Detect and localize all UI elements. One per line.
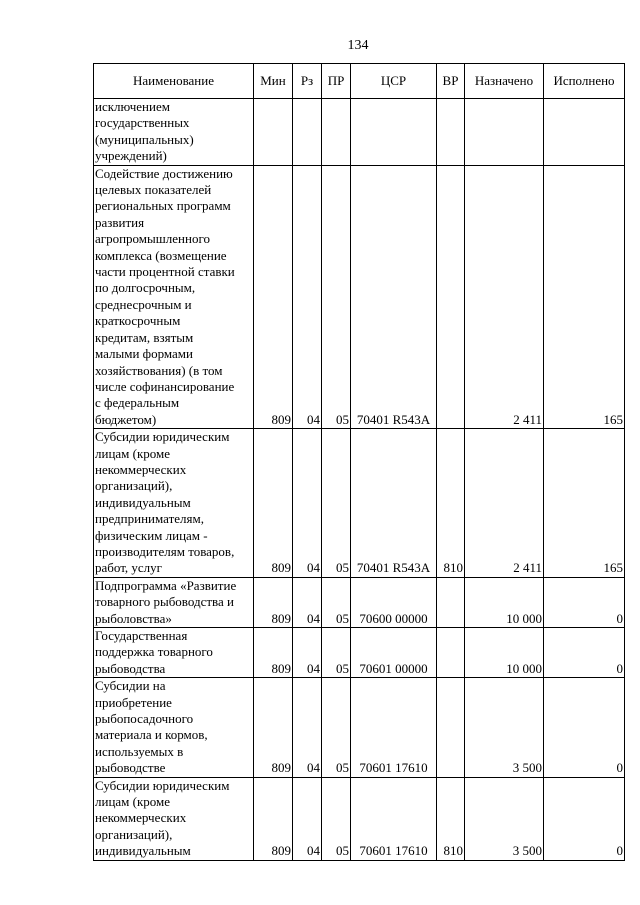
header-rz: Рз [293,64,322,99]
row-csr: 70401 R543A [351,165,437,429]
row-min: 809 [254,678,293,777]
row-assigned: 10 000 [465,628,544,678]
row-pr: 05 [322,777,351,860]
row-csr: 70600 00000 [351,577,437,627]
row-assigned: 3 500 [465,678,544,777]
header-assigned: Назначено [465,64,544,99]
row-name: Подпрограмма «Развитие товарного рыбоводства и рыболовства» [94,577,254,627]
header-pr: ПР [322,64,351,99]
table-row [94,628,625,678]
row-assigned: 10 000 [465,577,544,627]
header-vr: ВР [437,64,465,99]
table-row [94,99,625,166]
table-row [94,577,625,627]
row-pr: 05 [322,628,351,678]
table-header-row [94,64,625,99]
row-csr [351,99,437,166]
row-vr [437,628,465,678]
row-min: 809 [254,165,293,429]
row-rz: 04 [293,577,322,627]
row-name: Субсидии на приобретение рыбопосадочного материала и кормов, используемых в рыбоводстве [94,678,254,777]
row-min: 809 [254,429,293,578]
row-min: 809 [254,577,293,627]
row-assigned [465,99,544,166]
row-rz: 04 [293,165,322,429]
row-pr: 05 [322,429,351,578]
row-pr [322,99,351,166]
row-min [254,99,293,166]
header-csr: ЦСР [351,64,437,99]
row-assigned: 3 500 [465,777,544,860]
row-rz: 04 [293,678,322,777]
row-vr [437,678,465,777]
table-row [94,678,625,777]
row-pr: 05 [322,678,351,777]
row-vr [437,99,465,166]
table-row [94,777,625,860]
row-vr: 810 [437,777,465,860]
header-name: Наименование [94,64,254,99]
row-executed: 165 [544,429,625,578]
row-name: исключением государственных (муниципальных) учреждений) [94,99,254,166]
row-executed: 0 [544,777,625,860]
table-row [94,429,625,578]
row-name: Государственная поддержка товарного рыбоводства [94,628,254,678]
budget-table [93,63,625,861]
row-pr: 05 [322,577,351,627]
row-vr [437,577,465,627]
row-executed: 0 [544,577,625,627]
header-min: Мин [254,64,293,99]
row-csr: 70601 17610 [351,678,437,777]
row-min: 809 [254,628,293,678]
row-assigned: 2 411 [465,165,544,429]
row-rz: 04 [293,777,322,860]
row-csr: 70601 17610 [351,777,437,860]
row-csr: 70401 R543A [351,429,437,578]
row-executed: 0 [544,678,625,777]
row-rz [293,99,322,166]
table-row [94,165,625,429]
row-rz: 04 [293,628,322,678]
row-pr: 05 [322,165,351,429]
row-executed [544,99,625,166]
row-rz: 04 [293,429,322,578]
row-executed: 165 [544,165,625,429]
row-vr [437,165,465,429]
row-name: Субсидии юридическим лицам (кроме некоммерческих организаций), индивидуальным предпринимателям, физическим лицам - производителям товаров, работ, услуг [94,429,254,578]
header-executed: Исполнено [544,64,625,99]
row-assigned: 2 411 [465,429,544,578]
row-min: 809 [254,777,293,860]
row-name: Содействие достижению целевых показателей региональных программ развития агропромышленного комплекса (возмещение части процентной ставки по долгосрочным, среднесрочным и краткосрочным кредитам, взятым малыми формами хозяйствования) (в том числе софинансирование с федеральным бюджетом) [94,165,254,429]
row-vr: 810 [437,429,465,578]
row-executed: 0 [544,628,625,678]
row-name: Субсидии юридическим лицам (кроме некоммерческих организаций), индивидуальным [94,777,254,860]
row-csr: 70601 00000 [351,628,437,678]
page-number: 134 [347,38,369,53]
